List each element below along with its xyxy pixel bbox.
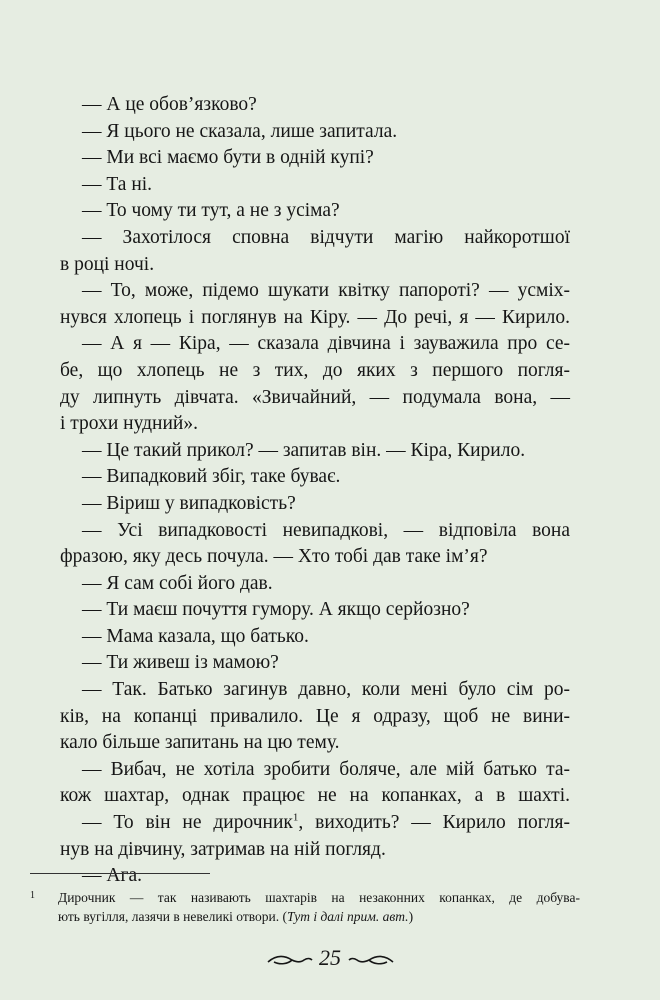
main-text bbox=[60, 92, 570, 890]
text-fragment: — То він не дирочник bbox=[82, 812, 293, 834]
text-line: нув на дівчину, затримав на ній погляд. bbox=[60, 838, 386, 860]
paragraph bbox=[60, 518, 570, 571]
paragraph bbox=[60, 863, 570, 890]
right-ornament-icon bbox=[347, 953, 395, 967]
text-line: — Вибач, не хотіла зробити боляче, але мій батько та- bbox=[82, 758, 570, 780]
text-line: — Мама казала, що батько. bbox=[82, 625, 309, 647]
text-line: — Я сам собі його дав. bbox=[82, 572, 273, 594]
text-line: — Віриш у випадковість? bbox=[82, 492, 296, 514]
text-line: — Випадковий збіг, таке буває. bbox=[82, 466, 341, 488]
footnote-fragment: ють вугілля, лазячи в невеликі отвори. ( bbox=[58, 909, 288, 924]
page-number: 25 bbox=[319, 945, 341, 970]
paragraph bbox=[60, 597, 570, 624]
paragraph bbox=[60, 757, 570, 810]
text-line: фразою, яку десь почула. — Хто тобі дав таке ім’я? bbox=[60, 546, 488, 568]
paragraph bbox=[60, 92, 570, 119]
footnote-divider bbox=[30, 873, 210, 874]
text-line: бе, що хлопець не з тих, до яких з першого погля- bbox=[60, 359, 570, 381]
paragraph bbox=[60, 571, 570, 598]
paragraph bbox=[60, 438, 570, 465]
left-ornament-icon bbox=[266, 953, 314, 967]
footnote-number: 1 bbox=[30, 890, 35, 901]
text-line: — Ти маєш почуття гумору. А якщо серйозно? bbox=[82, 599, 470, 621]
paragraph bbox=[60, 331, 570, 437]
text-line: в році ночі. bbox=[60, 253, 155, 275]
footnote-line: Дирочник — так називають шахтарів на незаконних копанках, де добува- bbox=[58, 890, 580, 905]
paragraph bbox=[60, 677, 570, 757]
footnote bbox=[30, 888, 580, 926]
paragraph bbox=[60, 172, 570, 199]
text-line: — Це такий прикол? — запитав він. — Кіра, Кирило. bbox=[82, 439, 526, 461]
text-line: — Захотілося сповна відчути магію найкоротшої bbox=[82, 226, 570, 248]
text-line: кож шахтар, однак працює не на копанках, а в шахті. bbox=[60, 785, 570, 807]
footnote-note: Тут і далі прим. авт. bbox=[287, 909, 409, 924]
text-line: — Ага. bbox=[82, 865, 142, 887]
paragraph bbox=[60, 810, 570, 863]
paragraph bbox=[60, 198, 570, 225]
text-line: — Ти живеш із мамою? bbox=[82, 652, 279, 674]
text-line: ду липнуть дівчата. «Звичайний, — подумала вона, — bbox=[60, 386, 570, 408]
text-line: ків, на копанці привалило. Це я одразу, щоб не вини- bbox=[60, 705, 570, 727]
paragraph bbox=[60, 225, 570, 278]
text-line: — То чому ти тут, а не з усіма? bbox=[82, 200, 340, 222]
text-line: — А це обов’язково? bbox=[82, 94, 257, 115]
text-line: — То, може, підемо шукати квітку папороті? — усміх- bbox=[82, 280, 570, 302]
text-line: і трохи нудний». bbox=[60, 413, 198, 435]
text-fragment: , виходить? — Кирило погля- bbox=[298, 812, 570, 834]
footnote-reference[interactable]: 1 bbox=[292, 811, 299, 824]
text-line: — Усі випадковості невипадкові, — відповіла вона bbox=[82, 519, 570, 541]
footnote-line bbox=[58, 907, 580, 926]
paragraph bbox=[60, 278, 570, 331]
paragraph bbox=[60, 624, 570, 651]
paragraph bbox=[60, 119, 570, 146]
footnote-text bbox=[30, 888, 580, 926]
paragraph bbox=[60, 650, 570, 677]
text-line: — Ми всі маємо бути в одній купі? bbox=[82, 147, 374, 169]
paragraph bbox=[60, 491, 570, 518]
footnote-fragment: ) bbox=[408, 909, 414, 924]
paragraph bbox=[60, 145, 570, 172]
text-line: — Та ні. bbox=[82, 173, 153, 195]
page-number-block bbox=[0, 945, 660, 971]
text-line: — Я цього не сказала, лише запитала. bbox=[82, 120, 398, 142]
text-line: — Так. Батько загинув давно, коли мені було сім ро- bbox=[82, 679, 570, 701]
text-line: кало більше запитань на цю тему. bbox=[60, 732, 340, 754]
text-line: — А я — Кіра, — сказала дівчина і зауважила про се- bbox=[82, 333, 570, 355]
paragraph bbox=[60, 464, 570, 491]
text-line bbox=[60, 810, 570, 837]
text-line: нувся хлопець і поглянув на Кіру. — До речі, я — Кирило. bbox=[60, 306, 570, 328]
